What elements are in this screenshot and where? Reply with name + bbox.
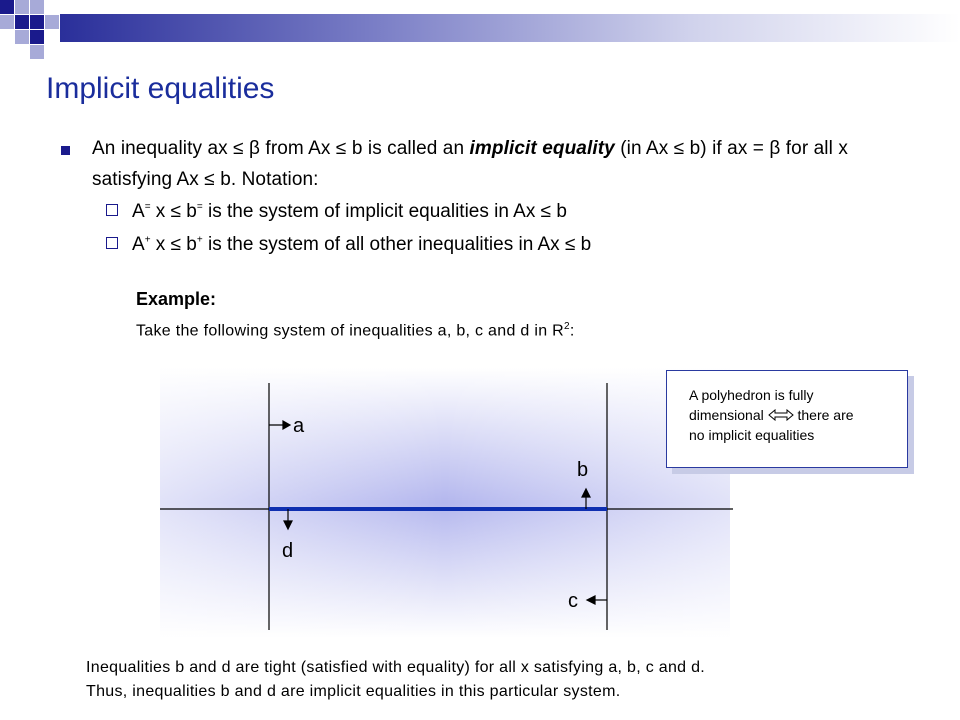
callout-box <box>666 370 908 468</box>
callout-line-1: A polyhedron is fully <box>689 387 814 403</box>
label-b: b <box>577 459 589 481</box>
sub1-mid: x ≤ b <box>150 201 197 222</box>
example-suffix: : <box>569 322 575 340</box>
footer-text <box>86 656 705 704</box>
region-side-fade <box>160 368 730 638</box>
slide-title: Implicit equalities <box>46 72 275 105</box>
sub2-pre: A <box>132 234 145 255</box>
label-d: d <box>282 540 294 562</box>
footer-line-1: Inequalities b and d are tight (satisfied with equality) for all x satisfying a, b, c and d. <box>86 659 706 676</box>
sub2-sup2: + <box>196 234 203 246</box>
callout-line-3: no implicit equalities <box>689 427 815 443</box>
label-c: c <box>568 590 578 612</box>
example-sup: 2 <box>564 321 570 332</box>
bullet-text-part1: An inequality ax ≤ β from Ax ≤ b is called an <box>92 138 470 159</box>
sub1-post: is the system of implicit equalities in Ax ≤ b <box>202 201 567 222</box>
example-text-body: Take the following system of inequalities a, b, c and d in R <box>136 322 564 340</box>
bullet-emphasis: implicit equality <box>469 138 615 159</box>
equivalence-arrow-icon <box>768 409 794 421</box>
callout-text <box>689 385 854 445</box>
example-heading: Example: <box>136 289 217 309</box>
sub2-sup1: + <box>144 234 151 246</box>
bullet-text-part2: (in Ax ≤ b) if ax = β for all x satisfying Ax ≤ b. Notation: <box>92 138 848 190</box>
sub2-mid: x ≤ b <box>150 234 197 255</box>
label-a: a <box>293 415 305 437</box>
footer-line-2: Thus, inequalities b and d are implicit equalities in this particular system. <box>86 683 621 700</box>
sub2-post: is the system of all other inequalities in Ax ≤ b <box>202 234 592 255</box>
callout-line-2a: dimensional <box>689 407 768 423</box>
sub1-sup2: = <box>196 201 203 213</box>
sub1-pre: A <box>132 201 145 222</box>
callout-line-2 <box>689 405 854 425</box>
sub1-sup1: = <box>144 201 151 213</box>
callout-line-2b: there are <box>793 407 854 423</box>
